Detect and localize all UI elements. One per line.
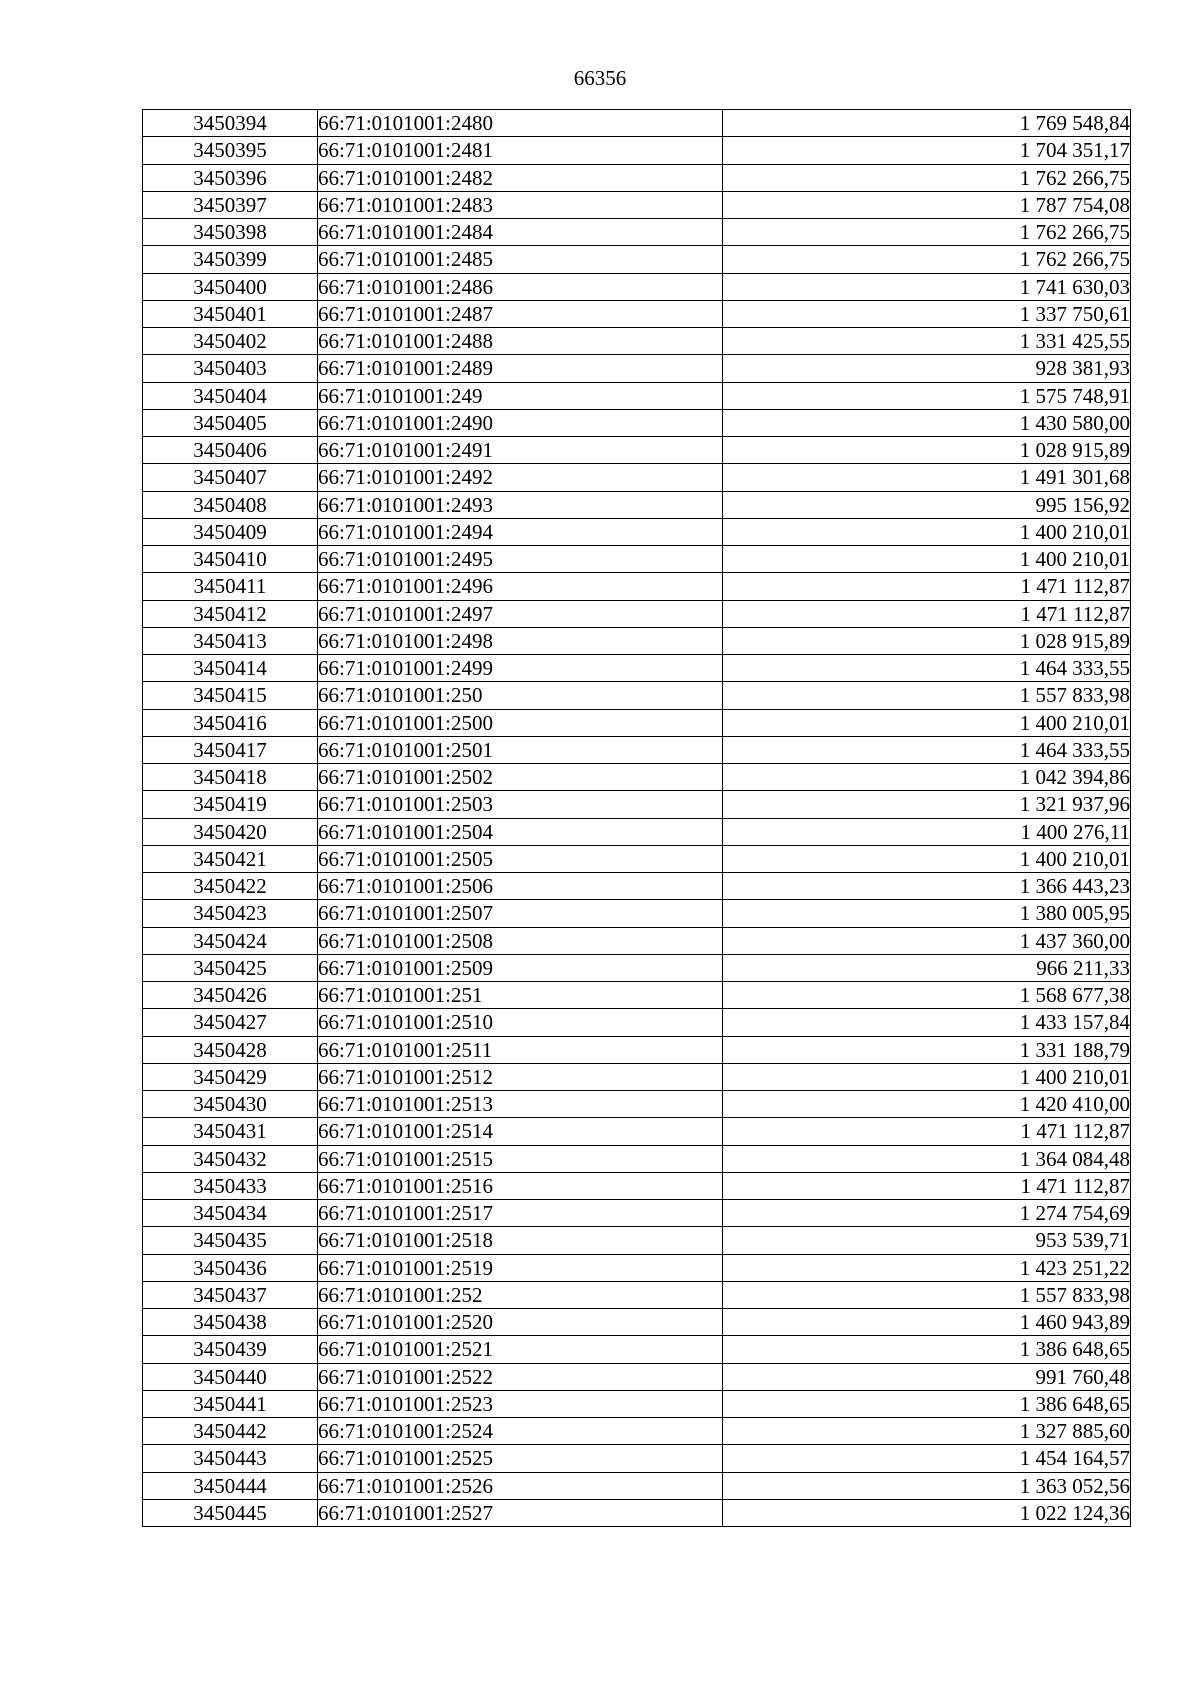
row-id-cell: 3450412 bbox=[143, 600, 318, 627]
row-id-cell: 3450445 bbox=[143, 1499, 318, 1526]
cadastral-value-cell: 1 787 754,08 bbox=[723, 191, 1131, 218]
row-id-cell: 3450410 bbox=[143, 546, 318, 573]
cadastral-value-cell: 1 274 754,69 bbox=[723, 1200, 1131, 1227]
table-row bbox=[143, 491, 1131, 518]
cadastral-value-cell: 1 762 266,75 bbox=[723, 164, 1131, 191]
table-row bbox=[143, 709, 1131, 736]
row-id-cell: 3450415 bbox=[143, 682, 318, 709]
cadastral-number-cell: 66:71:0101001:2502 bbox=[318, 764, 723, 791]
table-row bbox=[143, 982, 1131, 1009]
cadastral-number-cell: 66:71:0101001:252 bbox=[318, 1281, 723, 1308]
cadastral-value-cell: 1 433 157,84 bbox=[723, 1009, 1131, 1036]
cadastral-value-cell: 1 331 188,79 bbox=[723, 1036, 1131, 1063]
row-id-cell: 3450433 bbox=[143, 1172, 318, 1199]
row-id-cell: 3450413 bbox=[143, 627, 318, 654]
table-row bbox=[143, 1499, 1131, 1526]
cadastral-value-cell: 1 769 548,84 bbox=[723, 110, 1131, 137]
cadastral-number-cell: 66:71:0101001:2490 bbox=[318, 409, 723, 436]
table-row bbox=[143, 627, 1131, 654]
row-id-cell: 3450425 bbox=[143, 954, 318, 981]
table-row bbox=[143, 110, 1131, 137]
cadastral-value-cell: 1 704 351,17 bbox=[723, 137, 1131, 164]
table-row bbox=[143, 655, 1131, 682]
table-row bbox=[143, 1254, 1131, 1281]
table-row bbox=[143, 300, 1131, 327]
cadastral-number-cell: 66:71:0101001:2525 bbox=[318, 1445, 723, 1472]
row-id-cell: 3450396 bbox=[143, 164, 318, 191]
cadastral-number-cell: 66:71:0101001:2506 bbox=[318, 873, 723, 900]
table-row bbox=[143, 600, 1131, 627]
cadastral-value-cell: 1 437 360,00 bbox=[723, 927, 1131, 954]
cadastral-number-cell: 66:71:0101001:2517 bbox=[318, 1200, 723, 1227]
table-row bbox=[143, 355, 1131, 382]
cadastral-value-cell: 1 400 210,01 bbox=[723, 845, 1131, 872]
table-row bbox=[143, 1118, 1131, 1145]
page-number: 66356 bbox=[573, 66, 627, 90]
row-id-cell: 3450406 bbox=[143, 437, 318, 464]
cadastral-number-cell: 66:71:0101001:2491 bbox=[318, 437, 723, 464]
cadastral-number-cell: 66:71:0101001:2522 bbox=[318, 1363, 723, 1390]
row-id-cell: 3450432 bbox=[143, 1145, 318, 1172]
cadastral-value-cell: 1 386 648,65 bbox=[723, 1336, 1131, 1363]
cadastral-number-cell: 66:71:0101001:2485 bbox=[318, 246, 723, 273]
cadastral-value-cell: 1 400 210,01 bbox=[723, 546, 1131, 573]
cadastral-value-cell: 1 327 885,60 bbox=[723, 1418, 1131, 1445]
row-id-cell: 3450403 bbox=[143, 355, 318, 382]
cadastral-value-cell: 1 400 210,01 bbox=[723, 1063, 1131, 1090]
row-id-cell: 3450401 bbox=[143, 300, 318, 327]
row-id-cell: 3450430 bbox=[143, 1091, 318, 1118]
cadastral-value-cell: 953 539,71 bbox=[723, 1227, 1131, 1254]
row-id-cell: 3450394 bbox=[143, 110, 318, 137]
cadastral-value-cell: 1 386 648,65 bbox=[723, 1390, 1131, 1417]
table-row bbox=[143, 137, 1131, 164]
table-row bbox=[143, 409, 1131, 436]
table-row bbox=[143, 927, 1131, 954]
cadastral-value-cell: 1 366 443,23 bbox=[723, 873, 1131, 900]
cadastral-value-cell: 1 430 580,00 bbox=[723, 409, 1131, 436]
cadastral-value-cell: 1 741 630,03 bbox=[723, 273, 1131, 300]
cadastral-number-cell: 66:71:0101001:2481 bbox=[318, 137, 723, 164]
cadastral-value-cell: 991 760,48 bbox=[723, 1363, 1131, 1390]
table-row bbox=[143, 191, 1131, 218]
table-row bbox=[143, 1063, 1131, 1090]
cadastral-number-cell: 66:71:0101001:2521 bbox=[318, 1336, 723, 1363]
cadastral-value-cell: 1 471 112,87 bbox=[723, 600, 1131, 627]
cadastral-value-cell: 1 364 084,48 bbox=[723, 1145, 1131, 1172]
cadastral-number-cell: 66:71:0101001:2516 bbox=[318, 1172, 723, 1199]
row-id-cell: 3450431 bbox=[143, 1118, 318, 1145]
cadastral-number-cell: 66:71:0101001:2496 bbox=[318, 573, 723, 600]
table-row bbox=[143, 845, 1131, 872]
cadastral-value-cell: 1 464 333,55 bbox=[723, 655, 1131, 682]
table-row bbox=[143, 164, 1131, 191]
row-id-cell: 3450419 bbox=[143, 791, 318, 818]
cadastral-value-cell: 966 211,33 bbox=[723, 954, 1131, 981]
cadastral-number-cell: 66:71:0101001:249 bbox=[318, 382, 723, 409]
table-row bbox=[143, 1309, 1131, 1336]
cadastral-number-cell: 66:71:0101001:2510 bbox=[318, 1009, 723, 1036]
cadastral-value-cell: 1 471 112,87 bbox=[723, 1172, 1131, 1199]
table-row bbox=[143, 573, 1131, 600]
cadastral-number-cell: 66:71:0101001:2505 bbox=[318, 845, 723, 872]
table-row bbox=[143, 1281, 1131, 1308]
row-id-cell: 3450423 bbox=[143, 900, 318, 927]
cadastral-value-cell: 1 471 112,87 bbox=[723, 1118, 1131, 1145]
row-id-cell: 3450424 bbox=[143, 927, 318, 954]
cadastral-value-cell: 1 400 210,01 bbox=[723, 709, 1131, 736]
row-id-cell: 3450422 bbox=[143, 873, 318, 900]
table-row bbox=[143, 1036, 1131, 1063]
table-row bbox=[143, 464, 1131, 491]
cadastral-value-cell: 1 423 251,22 bbox=[723, 1254, 1131, 1281]
cadastral-number-cell: 66:71:0101001:2515 bbox=[318, 1145, 723, 1172]
table-row bbox=[143, 818, 1131, 845]
row-id-cell: 3450434 bbox=[143, 1200, 318, 1227]
row-id-cell: 3450429 bbox=[143, 1063, 318, 1090]
cadastral-number-cell: 66:71:0101001:2511 bbox=[318, 1036, 723, 1063]
cadastral-value-cell: 1 028 915,89 bbox=[723, 627, 1131, 654]
row-id-cell: 3450416 bbox=[143, 709, 318, 736]
cadastral-value-cell: 928 381,93 bbox=[723, 355, 1131, 382]
row-id-cell: 3450408 bbox=[143, 491, 318, 518]
cadastral-number-cell: 66:71:0101001:2509 bbox=[318, 954, 723, 981]
cadastral-value-cell: 1 460 943,89 bbox=[723, 1309, 1131, 1336]
cadastral-number-cell: 66:71:0101001:2492 bbox=[318, 464, 723, 491]
table-row bbox=[143, 736, 1131, 763]
table-row bbox=[143, 382, 1131, 409]
table-row bbox=[143, 1145, 1131, 1172]
cadastral-value-cell: 1 557 833,98 bbox=[723, 682, 1131, 709]
cadastral-value-cell: 1 022 124,36 bbox=[723, 1499, 1131, 1526]
table-row bbox=[143, 900, 1131, 927]
cadastral-value-cell: 1 331 425,55 bbox=[723, 328, 1131, 355]
table-row bbox=[143, 1390, 1131, 1417]
row-id-cell: 3450439 bbox=[143, 1336, 318, 1363]
table-row bbox=[143, 1418, 1131, 1445]
row-id-cell: 3450440 bbox=[143, 1363, 318, 1390]
cadastral-value-cell: 1 420 410,00 bbox=[723, 1091, 1131, 1118]
cadastral-value-cell: 1 321 937,96 bbox=[723, 791, 1131, 818]
row-id-cell: 3450399 bbox=[143, 246, 318, 273]
cadastral-value-cell: 1 454 164,57 bbox=[723, 1445, 1131, 1472]
row-id-cell: 3450444 bbox=[143, 1472, 318, 1499]
row-id-cell: 3450428 bbox=[143, 1036, 318, 1063]
table-row bbox=[143, 1227, 1131, 1254]
row-id-cell: 3450442 bbox=[143, 1418, 318, 1445]
row-id-cell: 3450436 bbox=[143, 1254, 318, 1281]
cadastral-number-cell: 66:71:0101001:2514 bbox=[318, 1118, 723, 1145]
cadastral-number-cell: 66:71:0101001:2508 bbox=[318, 927, 723, 954]
table-row bbox=[143, 219, 1131, 246]
cadastral-number-cell: 66:71:0101001:2498 bbox=[318, 627, 723, 654]
row-id-cell: 3450411 bbox=[143, 573, 318, 600]
table-row bbox=[143, 546, 1131, 573]
row-id-cell: 3450400 bbox=[143, 273, 318, 300]
row-id-cell: 3450427 bbox=[143, 1009, 318, 1036]
cadastral-value-cell: 1 762 266,75 bbox=[723, 246, 1131, 273]
cadastral-number-cell: 66:71:0101001:2495 bbox=[318, 546, 723, 573]
cadastral-number-cell: 66:71:0101001:2486 bbox=[318, 273, 723, 300]
cadastral-number-cell: 66:71:0101001:2512 bbox=[318, 1063, 723, 1090]
cadastral-value-table bbox=[142, 109, 1131, 1527]
table-row bbox=[143, 682, 1131, 709]
table-row bbox=[143, 246, 1131, 273]
table-row bbox=[143, 1363, 1131, 1390]
cadastral-value-cell: 1 337 750,61 bbox=[723, 300, 1131, 327]
cadastral-number-cell: 66:71:0101001:2507 bbox=[318, 900, 723, 927]
row-id-cell: 3450417 bbox=[143, 736, 318, 763]
row-id-cell: 3450397 bbox=[143, 191, 318, 218]
cadastral-number-cell: 66:71:0101001:2494 bbox=[318, 518, 723, 545]
cadastral-value-cell: 1 042 394,86 bbox=[723, 764, 1131, 791]
table-row bbox=[143, 1336, 1131, 1363]
row-id-cell: 3450441 bbox=[143, 1390, 318, 1417]
cadastral-value-cell: 1 491 301,68 bbox=[723, 464, 1131, 491]
cadastral-number-cell: 66:71:0101001:2488 bbox=[318, 328, 723, 355]
table-row bbox=[143, 1200, 1131, 1227]
cadastral-value-cell: 1 028 915,89 bbox=[723, 437, 1131, 464]
cadastral-number-cell: 66:71:0101001:2520 bbox=[318, 1309, 723, 1336]
cadastral-number-cell: 66:71:0101001:2499 bbox=[318, 655, 723, 682]
table-row bbox=[143, 764, 1131, 791]
cadastral-number-cell: 66:71:0101001:2524 bbox=[318, 1418, 723, 1445]
row-id-cell: 3450402 bbox=[143, 328, 318, 355]
cadastral-value-cell: 1 471 112,87 bbox=[723, 573, 1131, 600]
cadastral-number-cell: 66:71:0101001:2482 bbox=[318, 164, 723, 191]
cadastral-number-cell: 66:71:0101001:2527 bbox=[318, 1499, 723, 1526]
cadastral-value-cell: 1 400 210,01 bbox=[723, 518, 1131, 545]
table-row bbox=[143, 273, 1131, 300]
row-id-cell: 3450414 bbox=[143, 655, 318, 682]
row-id-cell: 3450404 bbox=[143, 382, 318, 409]
row-id-cell: 3450418 bbox=[143, 764, 318, 791]
table-row bbox=[143, 1091, 1131, 1118]
cadastral-value-cell: 995 156,92 bbox=[723, 491, 1131, 518]
cadastral-value-cell: 1 557 833,98 bbox=[723, 1281, 1131, 1308]
cadastral-value-cell: 1 464 333,55 bbox=[723, 736, 1131, 763]
cadastral-number-cell: 66:71:0101001:2526 bbox=[318, 1472, 723, 1499]
row-id-cell: 3450409 bbox=[143, 518, 318, 545]
table-row bbox=[143, 1472, 1131, 1499]
row-id-cell: 3450420 bbox=[143, 818, 318, 845]
cadastral-number-cell: 66:71:0101001:2501 bbox=[318, 736, 723, 763]
cadastral-number-cell: 66:71:0101001:2497 bbox=[318, 600, 723, 627]
row-id-cell: 3450437 bbox=[143, 1281, 318, 1308]
row-id-cell: 3450435 bbox=[143, 1227, 318, 1254]
cadastral-number-cell: 66:71:0101001:2493 bbox=[318, 491, 723, 518]
row-id-cell: 3450438 bbox=[143, 1309, 318, 1336]
cadastral-number-cell: 66:71:0101001:2487 bbox=[318, 300, 723, 327]
row-id-cell: 3450426 bbox=[143, 982, 318, 1009]
row-id-cell: 3450421 bbox=[143, 845, 318, 872]
table-row bbox=[143, 1445, 1131, 1472]
row-id-cell: 3450407 bbox=[143, 464, 318, 491]
cadastral-number-cell: 66:71:0101001:250 bbox=[318, 682, 723, 709]
table-row bbox=[143, 1009, 1131, 1036]
table-row bbox=[143, 328, 1131, 355]
table-row bbox=[143, 1172, 1131, 1199]
cadastral-number-cell: 66:71:0101001:2523 bbox=[318, 1390, 723, 1417]
cadastral-value-cell: 1 762 266,75 bbox=[723, 219, 1131, 246]
cadastral-number-cell: 66:71:0101001:2519 bbox=[318, 1254, 723, 1281]
cadastral-number-cell: 66:71:0101001:251 bbox=[318, 982, 723, 1009]
table-row bbox=[143, 954, 1131, 981]
row-id-cell: 3450443 bbox=[143, 1445, 318, 1472]
cadastral-number-cell: 66:71:0101001:2513 bbox=[318, 1091, 723, 1118]
table-row bbox=[143, 873, 1131, 900]
cadastral-value-cell: 1 363 052,56 bbox=[723, 1472, 1131, 1499]
cadastral-value-cell: 1 575 748,91 bbox=[723, 382, 1131, 409]
table-row bbox=[143, 437, 1131, 464]
row-id-cell: 3450398 bbox=[143, 219, 318, 246]
cadastral-number-cell: 66:71:0101001:2484 bbox=[318, 219, 723, 246]
cadastral-value-cell: 1 400 276,11 bbox=[723, 818, 1131, 845]
cadastral-number-cell: 66:71:0101001:2480 bbox=[318, 110, 723, 137]
cadastral-value-cell: 1 380 005,95 bbox=[723, 900, 1131, 927]
table-body bbox=[143, 110, 1131, 1527]
cadastral-number-cell: 66:71:0101001:2504 bbox=[318, 818, 723, 845]
row-id-cell: 3450395 bbox=[143, 137, 318, 164]
cadastral-number-cell: 66:71:0101001:2483 bbox=[318, 191, 723, 218]
cadastral-number-cell: 66:71:0101001:2500 bbox=[318, 709, 723, 736]
cadastral-number-cell: 66:71:0101001:2503 bbox=[318, 791, 723, 818]
cadastral-number-cell: 66:71:0101001:2489 bbox=[318, 355, 723, 382]
table-row bbox=[143, 518, 1131, 545]
row-id-cell: 3450405 bbox=[143, 409, 318, 436]
table-row bbox=[143, 791, 1131, 818]
cadastral-number-cell: 66:71:0101001:2518 bbox=[318, 1227, 723, 1254]
cadastral-value-cell: 1 568 677,38 bbox=[723, 982, 1131, 1009]
